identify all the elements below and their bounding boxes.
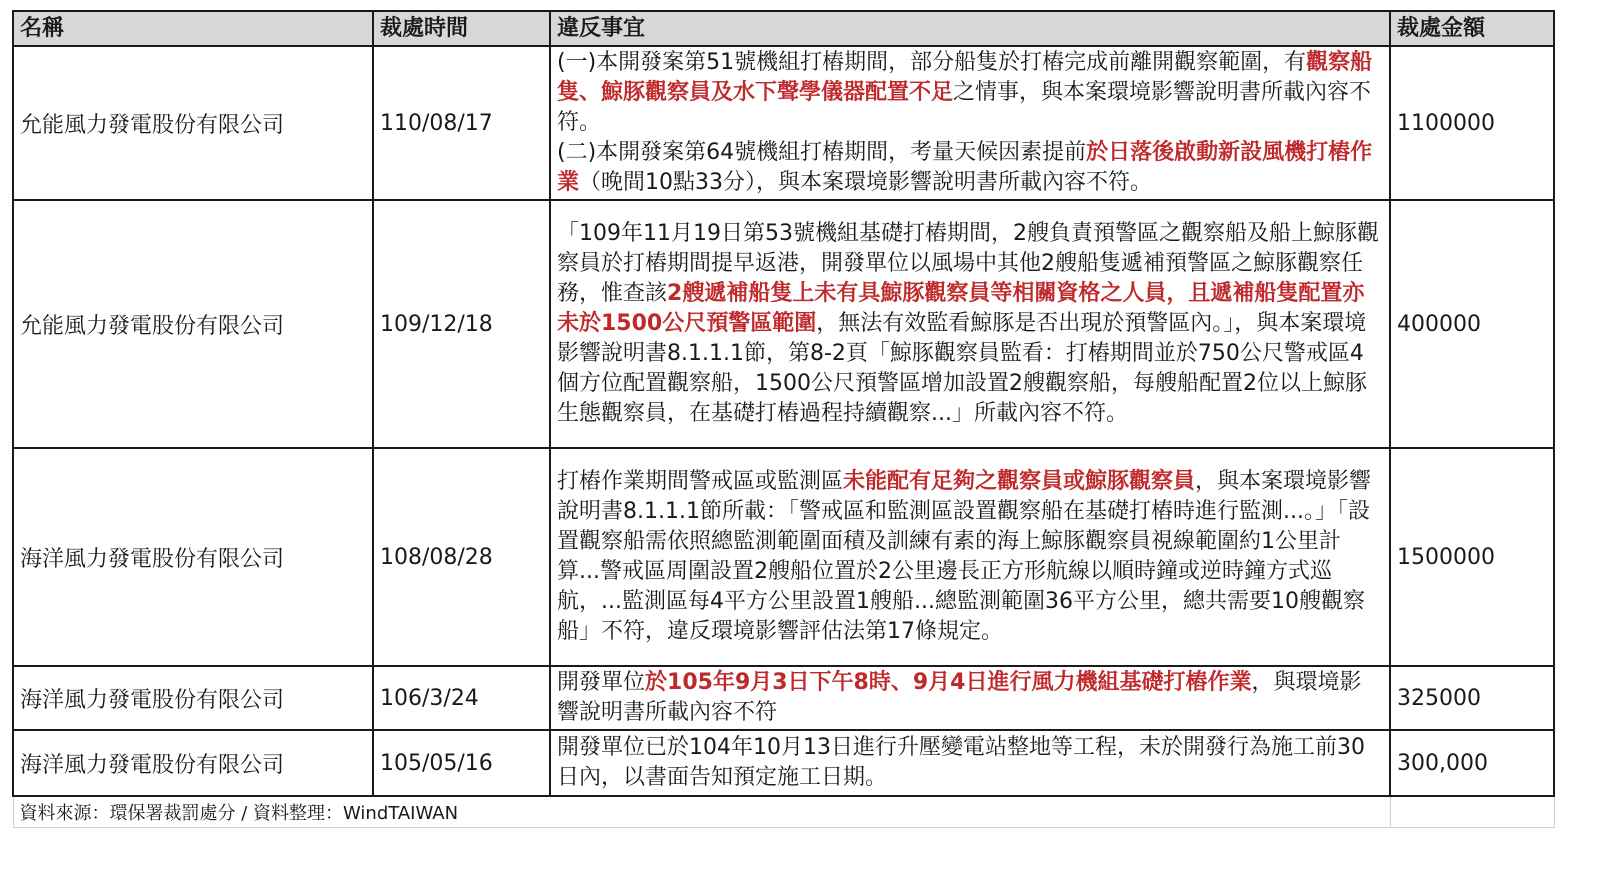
violation-highlight: 觀察船隻、鯨豚觀察員及水下聲學儀器配置不足 xyxy=(557,50,1373,105)
source-footer-row xyxy=(13,796,1554,828)
penalty-date-cell: 108/08/28 xyxy=(373,448,550,666)
header-violation: 違反事宜 xyxy=(550,11,1390,46)
violation-text: (二)本開發案第64號機組打樁期間，考量天候因素提前 xyxy=(557,140,1087,165)
footer-empty-cell xyxy=(1390,796,1554,828)
penalty-date-cell: 105/05/16 xyxy=(373,730,550,796)
table-row xyxy=(13,200,1554,448)
violation-highlight: 未能配有足夠之觀察員或鯨豚觀察員 xyxy=(843,469,1196,494)
table-row xyxy=(13,46,1554,200)
company-name-cell: 海洋風力發電股份有限公司 xyxy=(13,448,373,666)
violation-text: ，無法有效監看鯨豚是否出現於預警區內。」，與本案環境影響說明書8.1.1.1節，第8-2頁「鯨豚觀察員監看：打樁期間並於750公尺警戒區4個方位配置觀察船，1500公尺預警區增加設置2艘觀察船，每艘船配置2位以上鯨豚生態觀察員，在基礎打樁過程持續觀察...」所載內容不符。 xyxy=(557,311,1367,426)
violation-text: ，與環境影響說明書所載內容不符 xyxy=(557,670,1362,725)
header-row xyxy=(13,11,1554,46)
violation-cell xyxy=(550,200,1390,448)
penalty-amount-cell: 1500000 xyxy=(1390,448,1554,666)
penalty-amount-cell: 325000 xyxy=(1390,666,1554,730)
company-name-cell: 海洋風力發電股份有限公司 xyxy=(13,730,373,796)
violation-highlight: 於日落後啟動新設風機打樁作業 xyxy=(557,140,1373,195)
header-name: 名稱 xyxy=(13,11,373,46)
header-amount: 裁處金額 xyxy=(1390,11,1554,46)
company-name-cell: 允能風力發電股份有限公司 xyxy=(13,46,373,200)
penalty-table xyxy=(12,10,1555,828)
penalty-amount-cell: 300,000 xyxy=(1390,730,1554,796)
violation-text: ，與本案環境影響說明書8.1.1.1節所載：「警戒區和監測區設置觀察船在基礎打樁時進行監測...。」「設置觀察船需依照總監測範圍面積及訓練有素的海上鯨豚觀察員視線範圍約1公里計算...警戒區周圍設置2艘船位置於2公里邊長正方形航線以順時鐘或逆時鐘方式巡航，...監測區每4平方公里設置1艘船...總監測範圍36平方公里，總共需要10艘觀察船」不符，違反環境影響評估法第17條規定。 xyxy=(557,469,1372,644)
table-row xyxy=(13,666,1554,730)
violation-cell xyxy=(550,46,1390,200)
source-note: 資料來源：環保署裁罰處分 / 資料整理：WindTAIWAN xyxy=(13,796,1390,828)
penalty-date-cell: 110/08/17 xyxy=(373,46,550,200)
header-date: 裁處時間 xyxy=(373,11,550,46)
company-name-cell: 允能風力發電股份有限公司 xyxy=(13,200,373,448)
violation-text: 開發單位已於104年10月13日進行升壓變電站整地等工程，未於開發行為施工前30日內，以書面告知預定施工日期。 xyxy=(557,735,1365,790)
penalty-table-container xyxy=(12,10,1555,828)
penalty-date-cell: 106/3/24 xyxy=(373,666,550,730)
penalty-date-cell: 109/12/18 xyxy=(373,200,550,448)
violation-text: 「109年11月19日第53號機組基礎打樁期間，2艘負責預警區之觀察船及船上鯨豚觀察員於打樁期間提早返港，開發單位以風場中其他2艘船隻遞補預警區之鯨豚觀察任務，惟查該 xyxy=(557,221,1379,306)
penalty-amount-cell: 400000 xyxy=(1390,200,1554,448)
table-row xyxy=(13,730,1554,796)
violation-cell xyxy=(550,448,1390,666)
violation-text: 開發單位 xyxy=(557,670,646,695)
penalty-amount-cell: 1100000 xyxy=(1390,46,1554,200)
violation-text: (一)本開發案第51號機組打樁期間，部分船隻於打樁完成前離開觀察範圍，有 xyxy=(557,50,1307,75)
violation-cell xyxy=(550,730,1390,796)
company-name-cell: 海洋風力發電股份有限公司 xyxy=(13,666,373,730)
violation-cell xyxy=(550,666,1390,730)
violation-text: 之情事，與本案環境影響說明書所載內容不符。 xyxy=(557,80,1372,135)
violation-text: （晚間10點33分），與本案環境影響說明書所載內容不符。 xyxy=(579,170,1153,195)
table-row xyxy=(13,448,1554,666)
violation-text: 打樁作業期間警戒區或監測區 xyxy=(557,469,844,494)
violation-highlight: 2艘遞補船隻上未有具鯨豚觀察員等相關資格之人員，且遞補船隻配置亦未於1500公尺預警區範圍 xyxy=(557,281,1365,336)
violation-highlight: 於105年9月3日下午8時、9月4日進行風力機組基礎打樁作業 xyxy=(645,670,1252,695)
